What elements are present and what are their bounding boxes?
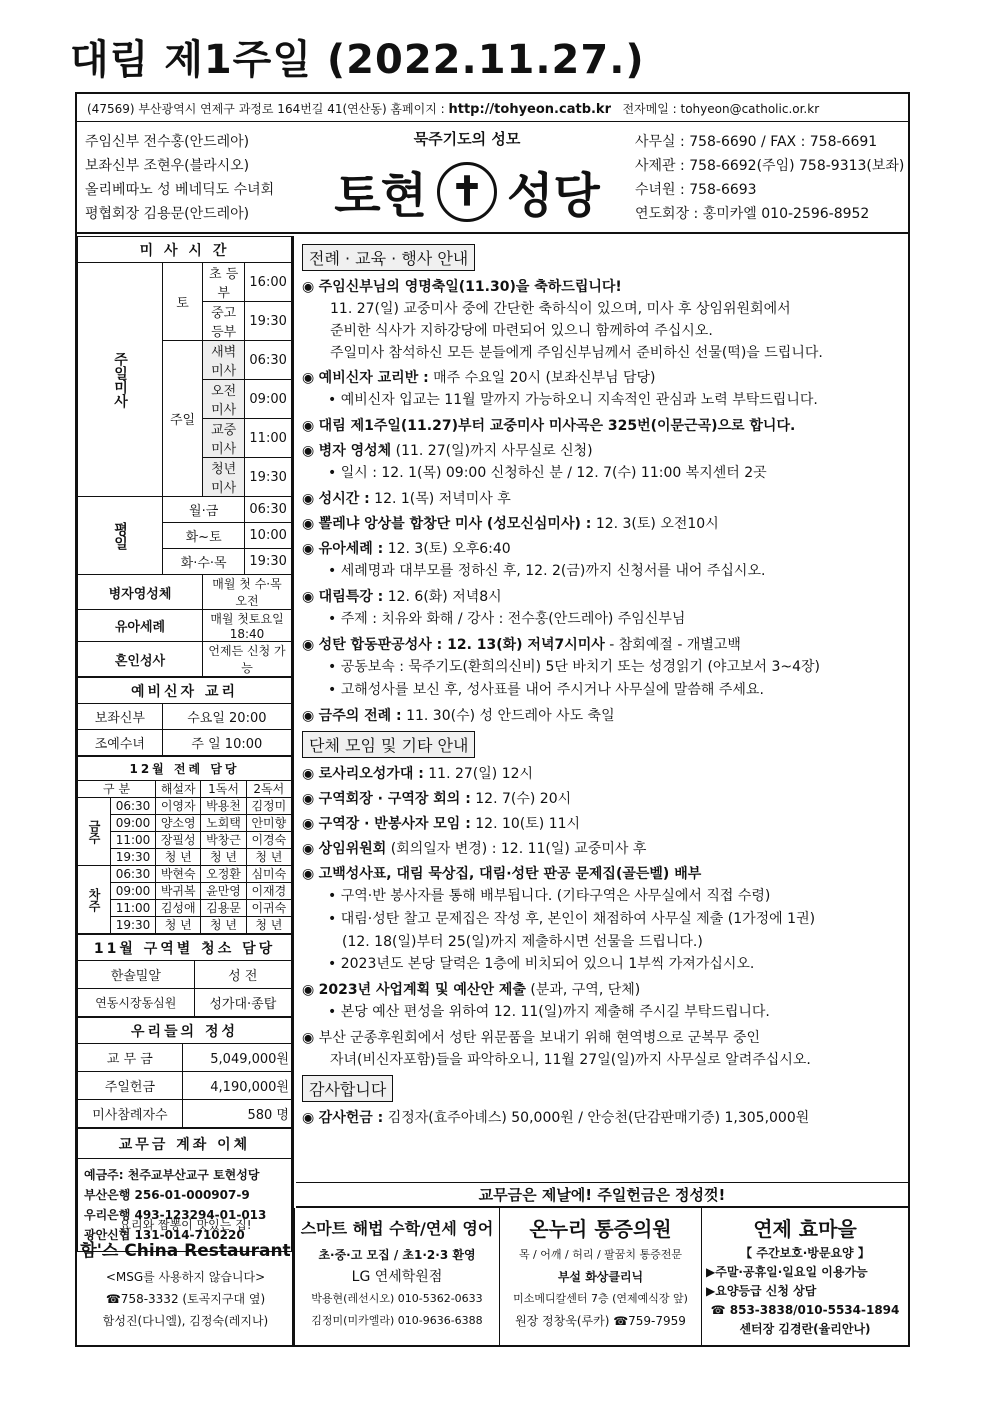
address-bar	[77, 94, 908, 122]
mark-icon: ◉	[302, 418, 315, 434]
mass-time: 16:00	[245, 263, 292, 302]
duty-cell: 이영자	[156, 798, 201, 815]
staff-pastor: 주임신부 전수홍(안드레아)	[85, 134, 250, 150]
mark-icon: ◉	[302, 791, 315, 807]
cleaning-heading: 11월 구역별 청소 담당	[78, 935, 292, 961]
duty-cell: 노회택	[201, 815, 246, 832]
notice-text: 주제 : 치유와 화해 / 강사 : 전수홍(안드레아) 주임신부님	[340, 611, 686, 627]
mass-name: 화·수·목	[163, 549, 245, 575]
notice-title: 유아세례 :	[318, 541, 384, 557]
mark-icon: ◉	[302, 589, 315, 605]
notice-text: 본당 예산 편성을 위하여 12. 11(일)까지 제출해 주시길 부탁드립니다.	[340, 1004, 770, 1020]
mass-name: 화~토	[163, 523, 245, 549]
notice-text: 고해성사를 보신 후, 성사표를 내어 주시거나 사무실에 말씀해 주세요.	[340, 682, 764, 698]
notice-bullet	[302, 389, 902, 412]
sacrament-time: 매월 첫토요일 18:40	[203, 610, 292, 642]
ads-row	[77, 1208, 908, 1345]
sacrament-time: 매월 첫 수·목 오전	[203, 575, 292, 610]
mark-icon: ◉	[302, 766, 315, 782]
mark-icon: ◉	[302, 982, 315, 998]
duty-cell: 06:30	[111, 798, 156, 815]
email-text: 전자메일 : tohyeon@catholic.or.kr	[622, 102, 820, 116]
notices-column	[296, 236, 908, 1182]
notice-title: 대림 제1주일(11.27)부터 교중미사 미사곡은 325번(이문근곡)으로 합니다.	[318, 418, 796, 434]
catechism-teacher: 조예수녀	[78, 730, 163, 756]
catechism-heading: 예비신자 교리	[78, 678, 292, 704]
notice	[302, 813, 902, 835]
duty-cell: 09:00	[111, 815, 156, 832]
notice	[302, 367, 902, 389]
staff-sisters: 올리베따노 성 베네딕도 수녀회	[85, 182, 275, 198]
notice-title: 감사헌금 :	[318, 1110, 384, 1126]
notice	[302, 488, 902, 510]
liturgy-duty-table	[77, 756, 292, 934]
notice-title: 성탄 합동판공성사 : 12. 13(화) 저녁7시미사	[318, 637, 605, 653]
offering-label: 미사참례자수	[78, 1100, 183, 1128]
mark-icon: ◉	[302, 841, 315, 857]
sacrament-name: 혼인성사	[78, 642, 203, 677]
mass-time: 19:30	[245, 458, 292, 497]
contact-rectory: 사제관 : 758-6692(주임) 758-9313(보좌)	[635, 158, 905, 174]
staff-council: 평협회장 김용문(안드레아)	[85, 206, 250, 222]
notice-text: 2023년도 본당 달력은 1층에 비치되어 있으니 1부씩 가져가십시오.	[340, 956, 755, 972]
mass-name: 새벽미사	[203, 341, 245, 380]
notice-bullet	[302, 656, 902, 679]
contact-list	[635, 130, 904, 226]
sat-label: 토	[163, 263, 203, 341]
staff-assistant: 보좌신부 조현우(블라시오)	[85, 158, 250, 174]
duty-cell: 11:00	[111, 832, 156, 849]
slogan: 교무금은 제날에! 주일헌금은 정성껏!	[296, 1182, 908, 1208]
notice-bullet	[302, 885, 902, 908]
ad-text: 박용현(레선시오) 010-5362-0633	[311, 1292, 483, 1305]
mark-icon: ◉	[302, 637, 315, 653]
ad-care	[702, 1208, 908, 1345]
notice	[302, 763, 902, 785]
offering-value: 580 명	[182, 1100, 291, 1128]
duty-cell: 청 년	[156, 917, 201, 934]
staff-list	[85, 130, 274, 226]
ad-academy	[295, 1208, 500, 1345]
cleaning-area: 한솔밀알	[78, 961, 195, 989]
duty-cell: 안미향	[246, 815, 291, 832]
mark-icon: ◉	[302, 1030, 315, 1046]
church-name-b: 성당	[507, 168, 600, 224]
ad-clinic	[500, 1208, 702, 1345]
notice	[302, 538, 902, 560]
duty-cell: 심미숙	[246, 866, 291, 883]
notice	[302, 415, 902, 437]
header	[77, 122, 908, 234]
offering-label: 주일헌금	[78, 1072, 183, 1100]
church-logo-block	[327, 128, 607, 226]
ad-text: 초·중·고 모집 / 초1·2·3 환영	[318, 1248, 476, 1262]
cleaning-area: 연동시장동심원	[78, 989, 195, 1017]
bullet-icon: •	[328, 888, 337, 904]
notice-bullet	[302, 953, 902, 976]
duty-col: 2독서	[246, 781, 291, 798]
notice-text: 12. 10(토) 11시	[475, 816, 581, 832]
cleaning-table	[77, 934, 292, 1017]
duty-cell: 19:30	[111, 917, 156, 934]
bank-account: 우리은행 493-123294-01-013	[84, 1208, 267, 1222]
duty-cell: 박용천	[201, 798, 246, 815]
bullet-icon: •	[328, 1004, 337, 1020]
notice	[302, 979, 902, 1001]
bullet-icon: •	[328, 956, 337, 972]
duty-cell: 청 년	[156, 849, 201, 866]
notice-text: 준비한 식사가 지하강당에 마련되어 있으니 함께하여 주십시오.	[330, 323, 713, 339]
notice-text: (회의일자 변경) : 12. 11(일) 교중미사 후	[390, 841, 647, 857]
page-title: 대림 제1주일 (2022.11.27.)	[70, 37, 645, 83]
bank-account: 광안신협 131-014-710220	[84, 1228, 245, 1242]
sunday-mass-label: 주일미사	[78, 263, 163, 497]
mark-icon: ◉	[302, 816, 315, 832]
mass-name: 중고등부	[203, 302, 245, 341]
mass-name: 청년미사	[203, 458, 245, 497]
contact-convent: 수녀원 : 758-6693	[635, 182, 757, 198]
mass-time: 19:30	[245, 302, 292, 341]
bullet-icon: •	[328, 465, 337, 481]
notice-bullet	[302, 560, 902, 583]
notice-text: 12. 1(목) 저녁미사 후	[374, 491, 511, 507]
sacrament-time: 언제든 신청 가능	[203, 642, 292, 677]
mass-time: 06:30	[245, 497, 292, 523]
bullet-icon: •	[328, 392, 337, 408]
notice-bullet	[302, 908, 902, 931]
ad-text: <MSG를 사용하지 않습니다>	[105, 1270, 266, 1284]
homepage-link[interactable]: http://tohyeon.catb.kr	[448, 102, 611, 117]
notice-text: (12. 18(일)부터 25(일)까지 제출하시면 선물을 드립니다.)	[342, 934, 703, 950]
sacrament-name: 유아세례	[78, 610, 203, 642]
notice-text: 11. 27(일) 교중미사 중에 간단한 축하식이 있으며, 미사 후 상임위원회에서	[330, 301, 791, 317]
notice-title: 2023년 사업계획 및 예산안 제출	[318, 982, 526, 998]
notice-title: 구역장 · 반봉사자 모임 :	[318, 816, 471, 832]
ad-text: 김정미(미카엘라) 010-9636-6388	[311, 1314, 483, 1327]
ad-title: 함'스 China Restaurant	[80, 1241, 291, 1261]
ad-text: 요리와 짬뽕이 맛있는 집!	[119, 1218, 252, 1232]
duty-cell: 김성애	[156, 900, 201, 917]
notice-title: 뽈레냐 앙상블 합창단 미사 (성모신심미사) :	[318, 516, 592, 532]
mark-icon: ◉	[302, 491, 315, 507]
ad-text: 센터장 김경란(율리안나)	[739, 1322, 871, 1336]
section-liturgy: 전례 · 교육 · 행사 안내	[302, 244, 475, 271]
notice-text: 일시 : 12. 1(목) 09:00 신청하신 분 / 12. 7(수) 11:00 복지센터 2곳	[340, 465, 767, 481]
notice-title: 성시간 :	[318, 491, 370, 507]
mass-name: 교중미사	[203, 419, 245, 458]
mass-time: 11:00	[245, 419, 292, 458]
offering-value: 4,190,000원	[182, 1072, 291, 1100]
left-column	[77, 236, 294, 1345]
notice-text: 자녀(비신자포함)들을 파악하오니, 11월 27일(일)까지 사무실로 알려주십시오.	[330, 1052, 811, 1068]
duty-cell: 오정환	[201, 866, 246, 883]
ad-title: 스마트 해법 수학/연세 영어	[300, 1219, 494, 1238]
duty-cell: 김용문	[201, 900, 246, 917]
notice	[302, 1027, 902, 1049]
notice-text: 대림·성탄 찰고 문제집은 작성 후, 본인이 채점하여 사무실 제출 (1가정에 1권)	[340, 911, 816, 927]
notice	[302, 586, 902, 608]
contact-memorial: 연도회장 : 홍미카엘 010-2596-8952	[635, 206, 870, 222]
offering-value: 5,049,000원	[182, 1044, 291, 1072]
bank-holder: 예금주: 천주교부산교구 토현성당	[84, 1168, 260, 1182]
address-text: (47569) 부산광역시 연제구 과정로 164번길 41(연산동) 홈페이지 :	[87, 102, 445, 116]
bullet-icon: •	[328, 682, 337, 698]
notice-text: 11. 27(일) 12시	[428, 766, 534, 782]
notice-title: 병자 영성체	[318, 443, 392, 459]
offering-heading: 우리들의 정성	[78, 1018, 292, 1044]
ad-text: ☎758-3332 (토곡지구대 옆)	[105, 1292, 266, 1306]
ad-restaurant	[77, 1208, 295, 1345]
notice-title: 고백성사표, 대림 묵상집, 대림·성탄 판공 문제집(골든벨) 배부	[318, 866, 702, 882]
notice	[302, 705, 902, 727]
duty-col: 1독서	[201, 781, 246, 798]
mass-time: 09:00	[245, 380, 292, 419]
notice-title: 주임신부님의 영명축일(11.30)을 축하드립니다!	[318, 279, 622, 295]
duty-cell: 청 년	[201, 849, 246, 866]
contact-office: 사무실 : 758-6690 / FAX : 758-6691	[635, 134, 878, 150]
ad-text: 원장 정창욱(루카) ☎759-7959	[515, 1314, 686, 1328]
catechism-teacher: 보좌신부	[78, 704, 163, 730]
notice-title: 대림특강 :	[318, 589, 384, 605]
duty-cell: 장필성	[156, 832, 201, 849]
ad-text: 미소메디칼센터 7층 (연제예식장 앞)	[513, 1292, 688, 1305]
notice-text: 예비신자 입교는 11월 말까지 가능하오니 지속적인 관심과 노력 부탁드립니다.	[340, 392, 818, 408]
church-name-a: 토현	[334, 168, 427, 224]
mass-name: 월·금	[163, 497, 245, 523]
mark-icon: ◉	[302, 541, 315, 557]
duty-cell: 06:30	[111, 866, 156, 883]
mass-time: 06:30	[245, 341, 292, 380]
duty-col: 구 분	[78, 781, 156, 798]
duty-cell: 양소영	[156, 815, 201, 832]
cleaning-place: 성가대·종탑	[194, 989, 291, 1017]
bank-heading: 교무금 계좌 이체	[78, 1129, 292, 1159]
notice-text: 매주 수요일 20시 (보좌신부님 담당)	[433, 370, 656, 386]
ad-title: 연제 효마을	[753, 1217, 857, 1241]
notice-text: 12. 3(토) 오전10시	[595, 516, 719, 532]
ad-title: 온누리 통증의원	[529, 1217, 672, 1241]
duty-cell: 19:30	[111, 849, 156, 866]
cleaning-place: 성 전	[194, 961, 291, 989]
mark-icon: ◉	[302, 279, 315, 295]
ad-text: ☎ 853-3838/010-5534-1894	[710, 1303, 900, 1317]
notice-text: 세례명과 대부모를 정하신 후, 12. 2(금)까지 신청서를 내어 주십시오.	[340, 563, 766, 579]
mass-name: 오전미사	[203, 380, 245, 419]
ad-text: ▶주말·공휴일·일요일 이용가능	[706, 1265, 868, 1279]
notice-text: 12. 3(토) 오후6:40	[387, 541, 511, 557]
duty-cell: 청 년	[246, 849, 291, 866]
section-groups: 단체 모임 및 기타 안내	[302, 731, 475, 758]
notice-text: (분과, 구역, 단체)	[530, 982, 641, 998]
mass-heading: 미 사 시 간	[78, 237, 292, 263]
notice-bullet	[302, 679, 902, 702]
notice-text: 주일미사 참석하신 모든 분들에게 주임신부님께서 준비하신 선물(떡)을 드립니다.	[330, 345, 823, 361]
offering-label: 교 무 금	[78, 1044, 183, 1072]
notice	[302, 838, 902, 860]
notice	[302, 1107, 902, 1129]
duty-cell: 이재경	[246, 883, 291, 900]
mark-icon: ◉	[302, 1110, 315, 1126]
cross-icon: ✝	[437, 162, 497, 222]
duty-cell: 박현숙	[156, 866, 201, 883]
ad-text: 부설 화상클리닉	[557, 1270, 644, 1284]
notice-text: 구역·반 봉사자를 통해 배부됩니다. (기타구역은 사무실에서 직접 수령)	[340, 888, 771, 904]
mark-icon: ◉	[302, 708, 315, 724]
notice	[302, 513, 902, 535]
ad-text: 함성진(다니엘), 김정숙(레지나)	[102, 1314, 269, 1328]
mark-icon: ◉	[302, 866, 315, 882]
sacrament-name: 병자영성체	[78, 575, 203, 610]
catechism-time: 수요일 20:00	[162, 704, 291, 730]
duty-col: 해설자	[156, 781, 201, 798]
duty-cell: 박귀복	[156, 883, 201, 900]
mark-icon: ◉	[302, 443, 315, 459]
notice-text: 11. 30(수) 성 안드레아 사도 축일	[406, 708, 615, 724]
notice	[302, 634, 902, 656]
notice-title: 금주의 전례 :	[318, 708, 402, 724]
notice	[302, 788, 902, 810]
duty-cell: 청 년	[246, 917, 291, 934]
duty-heading: 12월 전례 담당	[78, 757, 292, 781]
duty-cell: 윤만영	[201, 883, 246, 900]
duty-cell: 11:00	[111, 900, 156, 917]
offering-table	[77, 1017, 292, 1128]
notice-title: 구역회장 · 구역장 회의 :	[318, 791, 471, 807]
week1-label: 금주	[78, 798, 111, 866]
prayer-title: 묵주기도의 성모	[413, 130, 521, 148]
duty-cell: 김정미	[246, 798, 291, 815]
week2-label: 차주	[78, 866, 111, 934]
notice-text: 12. 6(화) 저녁8시	[387, 589, 502, 605]
duty-cell: 박창근	[201, 832, 246, 849]
notice-title: 상임위원회	[318, 841, 387, 857]
weekday-label: 평일	[78, 497, 163, 575]
mass-name: 초 등 부	[203, 263, 245, 302]
church-logo	[327, 157, 607, 226]
ad-text: 【 주간보호·방문요양 】	[740, 1246, 870, 1260]
bullet-icon: •	[328, 911, 337, 927]
notice-bullet	[302, 462, 902, 485]
catechism-time: 주 일 10:00	[162, 730, 291, 756]
bullet-icon: •	[328, 611, 337, 627]
mass-schedule-table	[77, 236, 292, 677]
ad-text: LG 연세학원점	[351, 1269, 443, 1285]
bank-account: 부산은행 256-01-000907-9	[84, 1188, 250, 1202]
mass-time: 19:30	[245, 549, 292, 575]
notice-text: 김정자(효주아녜스) 50,000원 / 안승천(단감판매기증) 1,305,000원	[387, 1110, 810, 1126]
notice-text: 공동보속 : 묵주기도(환희의신비) 5단 바치기 또는 성경읽기 (야고보서 3~4장)	[340, 659, 821, 675]
notice	[302, 276, 902, 298]
ad-text: 목 / 어깨 / 허리 / 팔꿈치 통증전문	[518, 1248, 683, 1261]
duty-cell: 09:00	[111, 883, 156, 900]
notice-title: 예비신자 교리반 :	[318, 370, 429, 386]
mark-icon: ◉	[302, 370, 315, 386]
ad-text: ▶요양등급 신청 상담	[706, 1284, 817, 1298]
notice-text: 12. 7(수) 20시	[475, 791, 572, 807]
notice-text: - 참회예절 - 개별고백	[609, 637, 741, 653]
section-thanks: 감사합니다	[302, 1075, 393, 1102]
catechism-table	[77, 677, 292, 756]
bullet-icon: •	[328, 659, 337, 675]
notice-text: 부산 군종후원회에서 성탄 위문품을 보내기 위해 현역병으로 군복무 중인	[318, 1030, 760, 1046]
mass-time: 10:00	[245, 523, 292, 549]
bullet-icon: •	[328, 563, 337, 579]
notice-bullet	[302, 608, 902, 631]
notice	[302, 440, 902, 462]
notice	[302, 863, 902, 885]
duty-cell: 이귀숙	[246, 900, 291, 917]
notice-bullet	[302, 1001, 902, 1024]
sun-label: 주일	[163, 341, 203, 497]
mark-icon: ◉	[302, 516, 315, 532]
notice-title: 로사리오성가대 :	[318, 766, 424, 782]
duty-cell: 이경숙	[246, 832, 291, 849]
notice-text: (11. 27(일)까지 사무실로 신청)	[395, 443, 593, 459]
duty-cell: 청 년	[201, 917, 246, 934]
